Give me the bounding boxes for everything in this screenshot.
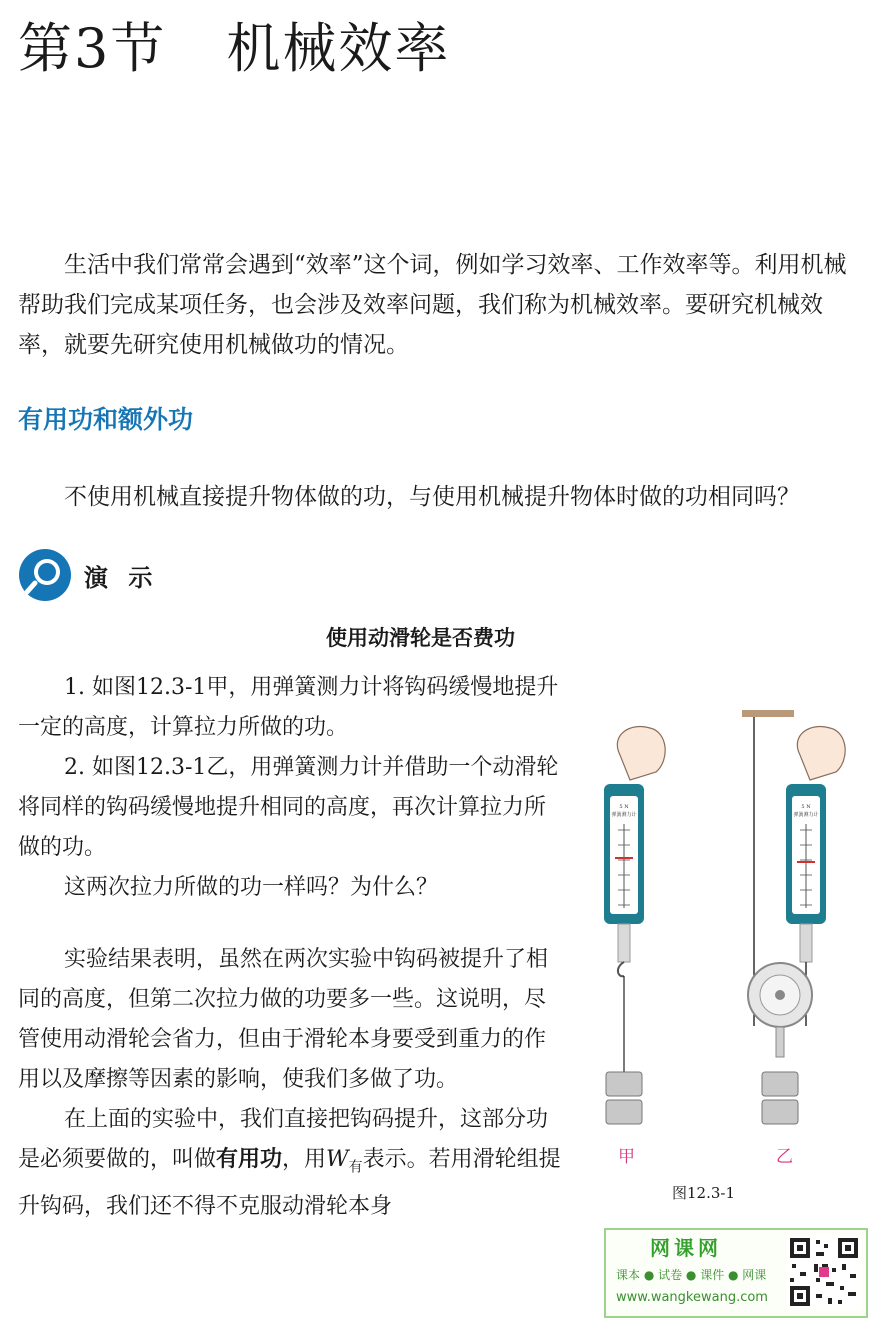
symbol-subscript: 有	[348, 1159, 363, 1176]
section-number: 第3节	[18, 17, 167, 80]
ceiling-bar	[742, 710, 794, 717]
result-text	[18, 940, 566, 1227]
scale-a-top-text: 5 N	[619, 804, 629, 810]
intro-paragraph: 生活中我们常常会遇到“效率”这个词，例如学习效率、工作效率等。利用机械帮助我们完成某项任务，也会涉及效率问题，我们称为机械效率。要研究机械效率，就要先研究使用机械做功的情况。	[18, 252, 847, 358]
section-heading: 有用功和额外功	[18, 405, 194, 434]
lesson-title	[18, 14, 450, 84]
figure-12-3-1	[590, 700, 850, 1150]
figure-caption: 图12.3-1	[672, 1184, 736, 1202]
label-yi-text: 乙	[776, 1147, 793, 1167]
p2-text-3: 表示。若用滑轮组提升钩码，我们还不得不克服动滑轮本身	[18, 1147, 561, 1220]
demo-steps	[18, 668, 566, 908]
magnifier-icon	[18, 548, 72, 602]
step-2: 2. 如图12.3-1乙，用弹簧测力计并借助一个动滑轮将同样的钩码缓慢地提升相同的高度，再次计算拉力所做的功。	[18, 755, 559, 860]
result-paragraph-2	[18, 1100, 566, 1227]
label-jia-text: 甲	[618, 1147, 635, 1167]
hand-icon-b	[797, 727, 845, 780]
p2-text-1: 在上面的实验中，我们直接把钩码提升，这部分功是必须要做的，叫做	[18, 1107, 549, 1172]
weight-b-1	[762, 1072, 798, 1096]
demo-label: 演 示	[84, 564, 159, 592]
scale-a-name: 弹簧测力计	[611, 812, 637, 818]
setup-b	[742, 710, 845, 1124]
term-useful-work: 有用功	[216, 1147, 283, 1172]
result-paragraph-1: 实验结果表明，虽然在两次实验中钩码被提升了相同的高度，但第二次拉力做的功要多一些。这说明，尽管使用动滑轮会省力，但由于滑轮本身要受到重力的作用以及摩擦等因素的影响，使我们多做了功。	[18, 947, 549, 1092]
chapter-title: 机械效率	[226, 17, 451, 80]
weight-a-2	[606, 1100, 642, 1124]
watermark-box	[604, 1228, 868, 1318]
hand-icon-a	[617, 727, 665, 780]
watermark-tags: 课本 ● 试卷 ● 课件 ● 网课	[616, 1268, 767, 1282]
watermark-url: www.wangkewang.com	[616, 1290, 768, 1305]
qr-code-icon	[786, 1234, 862, 1310]
lead-question: 不使用机械直接提升物体做的功，与使用机械提升物体时做的功相同吗？	[64, 484, 800, 510]
scale-b-name: 弹簧测力计	[793, 812, 819, 818]
watermark-brand: 网课网	[650, 1236, 722, 1260]
scale-b-top-text: 5 N	[801, 804, 811, 810]
step-question: 这两次拉力所做的功一样吗？为什么？	[64, 875, 439, 900]
step-1: 1. 如图12.3-1甲，用弹簧测力计将钩码缓慢地提升一定的高度，计算拉力所做的功。	[18, 675, 559, 740]
p2-text-2: ，用	[282, 1147, 327, 1172]
weight-b-2	[762, 1100, 798, 1124]
symbol-w: W	[326, 1147, 349, 1172]
weight-a-1	[606, 1072, 642, 1096]
setup-a	[604, 727, 665, 1124]
demo-title: 使用动滑轮是否费功	[326, 626, 515, 650]
